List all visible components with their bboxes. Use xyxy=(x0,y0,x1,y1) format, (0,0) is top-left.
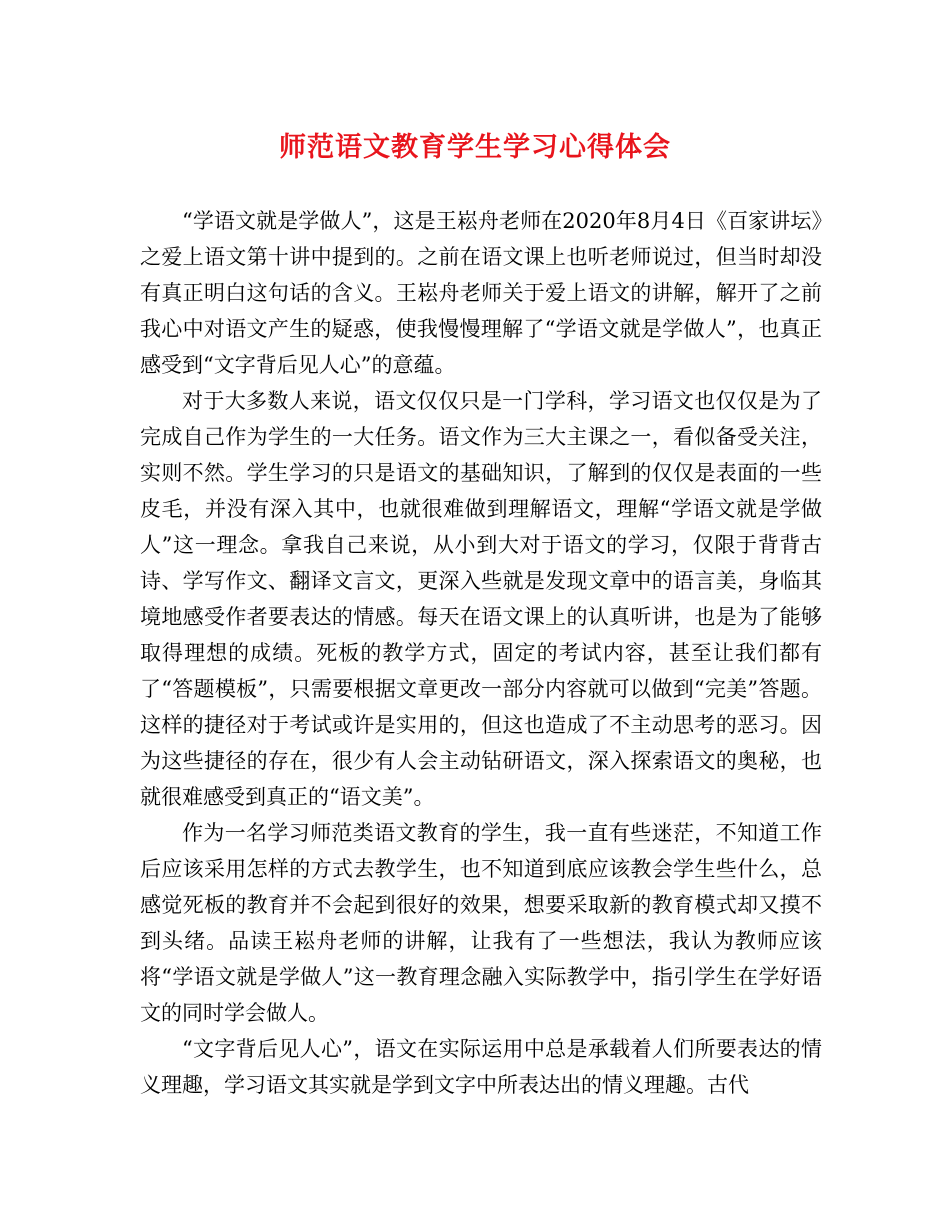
paragraph-4: “文字背后见人心”，语文在实际运用中总是承载着人们所要表达的情义理趣，学习语文其实就是学到文字中所表达出的情义理趣。古代 xyxy=(140,1037,822,1097)
paragraph-1: “学语文就是学做人”，这是王崧舟老师在2020年8月4日《百家讲坛》之爱上语文第十讲中提到的。之前在语文课上也听老师说过，但当时却没有真正明白这句话的含义。王崧舟老师关于爱上语文的讲解，解开了之前我心中对语文产生的疑惑，使我慢慢理解了“学语文就是学做人”，也真正感受到“文字背后见人心”的意蕴。 xyxy=(140,209,822,377)
page-title: 师范语文教育学生学习心得体会 xyxy=(279,132,671,163)
paragraph-2: 对于大多数人来说，语文仅仅只是一门学科，学习语文也仅仅是为了完成自己作为学生的一大任务。语文作为三大主课之一，看似备受关注，实则不然。学生学习的只是语文的基础知识，了解到的仅仅是表面的一些皮毛，并没有深入其中，也就很难做到理解语文，理解“学语文就是学做人”这一理念。拿我自己来说，从小到大对于语文的学习，仅限于背背古诗、学写作文、翻译文言文，更深入些就是发现文章中的语言美，身临其境地感受作者要表达的情感。每天在语文课上的认真听讲，也是为了能够取得理想的成绩。死板的教学方式，固定的考试内容，甚至让我们都有了“答题模板”，只需要根据文章更改一部分内容就可以做到“完美”答题。这样的捷径对于考试或许是实用的，但这也造成了不主动思考的恶习。因为这些捷径的存在，很少有人会主动钻研语文，深入探索语文的奥秘，也就很难感受到真正的“语文美”。 xyxy=(140,389,822,809)
paragraph-3: 作为一名学习师范类语文教育的学生，我一直有些迷茫，不知道工作后应该采用怎样的方式去教学生，也不知道到底应该教会学生些什么，总感觉死板的教育并不会起到很好的效果，想要采取新的教育模式却又摸不到头绪。品读王崧舟老师的讲解，让我有了一些想法，我认为教师应该将“学语文就是学做人”这一教育理念融入实际教学中，指引学生在学好语文的同时学会做人。 xyxy=(140,821,822,1025)
document-body xyxy=(140,203,822,1103)
